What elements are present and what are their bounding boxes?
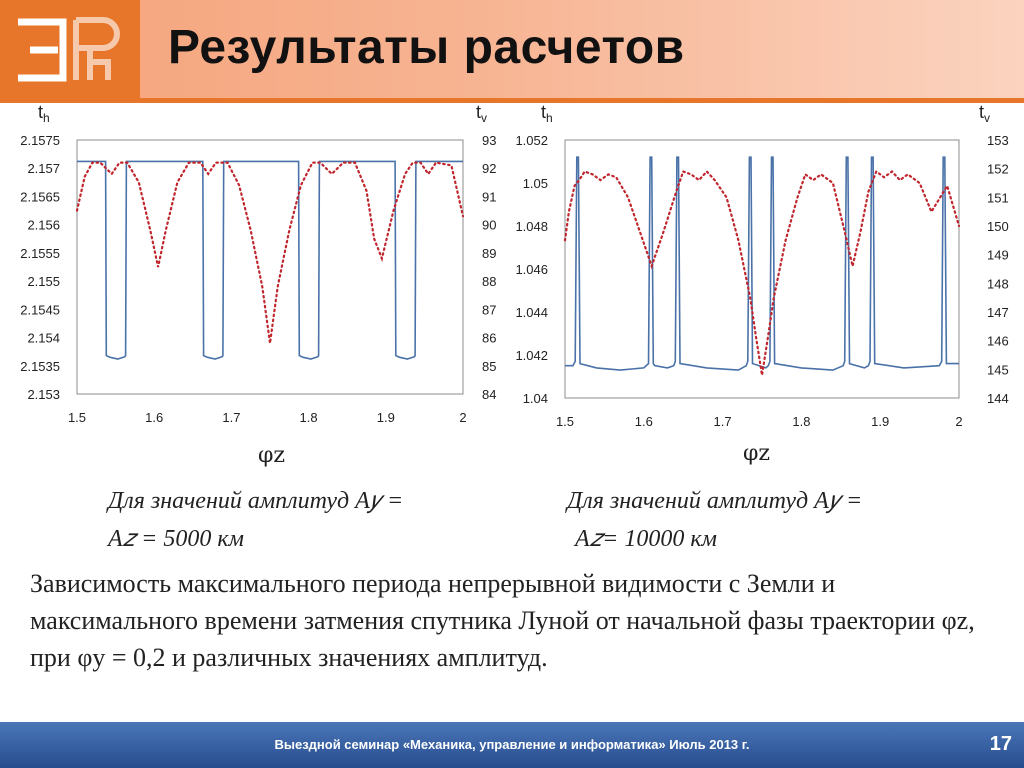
chart-1 <box>0 104 510 434</box>
chart-1-caption-line1: Для значений амплитуд A𝑦 = <box>108 488 404 514</box>
y-tick-left: 2.155 <box>27 274 60 290</box>
y-axis-left-title: $t_h$ <box>38 104 50 125</box>
y-tick-right: 85 <box>482 358 497 374</box>
chart-2-caption-line2: A𝑧= 10000 км <box>575 526 717 552</box>
x-tick: 1.5 <box>67 410 87 425</box>
y-tick-right: 89 <box>482 245 497 261</box>
y-tick-left: 2.1545 <box>20 302 60 318</box>
chart-1-xaxis-title: φz <box>258 443 285 468</box>
chart-2-xaxis-title: φz <box>743 441 770 466</box>
y-tick-left: 2.153 <box>27 387 60 402</box>
y-tick-right: 93 <box>482 133 497 148</box>
y-tick-right: 86 <box>482 330 497 346</box>
y-tick-left: 2.154 <box>27 330 60 346</box>
y-tick-right: 145 <box>987 362 1009 378</box>
logo-icon <box>8 10 128 90</box>
y-tick-left: 2.1535 <box>20 358 60 374</box>
chart-2-caption <box>567 482 862 558</box>
chart-1-caption <box>108 482 403 558</box>
x-tick: 1.6 <box>634 414 653 429</box>
y-tick-right: 151 <box>987 190 1009 206</box>
y-tick-left: 2.1565 <box>20 189 60 205</box>
y-tick-left: 2.1555 <box>20 245 60 261</box>
x-tick: 1.9 <box>376 410 395 425</box>
x-tick: 2 <box>955 414 963 429</box>
x-tick: 1.7 <box>222 410 241 425</box>
y-tick-right: 144 <box>987 391 1009 406</box>
chart-2-caption-line1: Для значений амплитуд A𝑦 = <box>567 488 863 514</box>
logo <box>0 0 140 100</box>
x-tick: 1.7 <box>713 414 732 429</box>
y-tick-right: 148 <box>987 276 1009 292</box>
y-tick-right: 87 <box>482 302 497 318</box>
y-tick-right: 146 <box>987 333 1009 349</box>
y-tick-right: 90 <box>482 217 497 233</box>
y-tick-right: 88 <box>482 274 497 290</box>
page-number: 17 <box>989 733 1012 755</box>
y-tick-right: 84 <box>482 387 497 402</box>
y-tick-left: 1.052 <box>515 133 548 148</box>
chart-2 <box>505 104 1024 434</box>
y-tick-left: 2.157 <box>27 161 60 177</box>
y-tick-right: 152 <box>987 161 1009 177</box>
y-tick-right: 153 <box>987 133 1009 148</box>
y-tick-right: 91 <box>482 189 497 205</box>
y-tick-left: 1.042 <box>515 348 548 363</box>
plot-area <box>77 140 463 394</box>
y-tick-left: 1.044 <box>515 305 548 320</box>
description-text: Зависимость максимального периода непрерывной видимости с Земли и максимального времени затмения спутника Луной от начальной фазы траектории φz, при φy = 0,2 и различных значениях амплитуд. <box>30 569 975 672</box>
x-tick: 1.9 <box>871 414 890 429</box>
footer-text: Выездной семинар «Механика, управление и информатика» Июль 2013 г. <box>274 737 750 752</box>
chart-1-caption-line2: A𝑧 = 5000 км <box>108 526 244 552</box>
x-tick: 1.8 <box>792 414 811 429</box>
y-tick-right: 150 <box>987 219 1009 234</box>
y-tick-left: 1.046 <box>515 262 548 277</box>
y-tick-right: 92 <box>482 161 497 177</box>
y-tick-left: 1.05 <box>522 176 548 191</box>
y-axis-left-title: $t_h$ <box>541 104 553 125</box>
y-tick-left: 1.04 <box>522 391 548 406</box>
y-tick-right: 149 <box>987 247 1009 263</box>
y-tick-left: 2.156 <box>27 217 60 233</box>
x-tick: 1.8 <box>299 410 318 425</box>
page-title: Результаты расчетов <box>168 21 685 74</box>
header-underline <box>0 98 1024 103</box>
y-axis-right-title: $t_v$ <box>979 104 991 125</box>
x-tick: 2 <box>459 410 467 425</box>
y-tick-left: 2.1575 <box>20 133 60 148</box>
y-tick-left: 1.048 <box>515 219 548 234</box>
x-tick: 1.5 <box>555 414 575 429</box>
y-axis-right-title: $t_v$ <box>476 104 488 125</box>
y-tick-right: 147 <box>987 305 1009 320</box>
x-tick: 1.6 <box>145 410 164 425</box>
